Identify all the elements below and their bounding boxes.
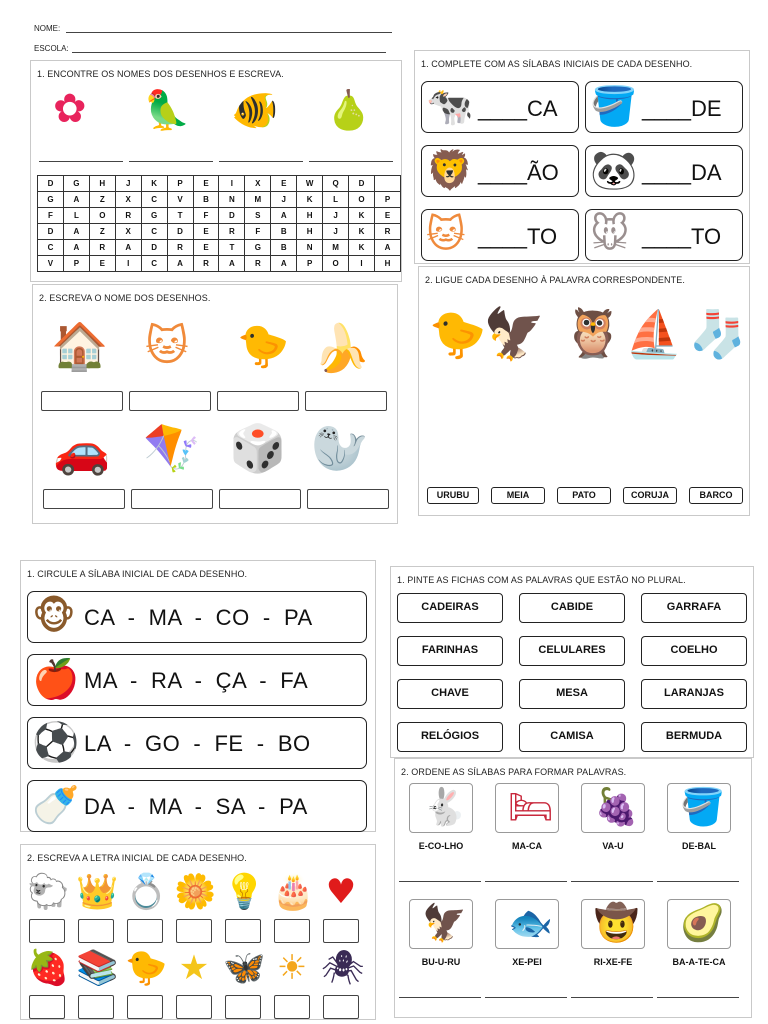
grid-cell[interactable]: B	[271, 224, 297, 240]
word-chip[interactable]: MESA	[519, 679, 625, 709]
syllable-ending: ____TO	[642, 224, 722, 249]
grid-cell[interactable]: H	[374, 256, 400, 272]
dice-icon: 🎲	[229, 421, 287, 475]
pear-icon: 🍐	[325, 88, 373, 132]
word-coruja[interactable]: CORUJA	[623, 487, 677, 504]
syllable-ending: ____ÃO	[478, 160, 559, 185]
grid-cell[interactable]: A	[115, 240, 141, 256]
answer-line[interactable]	[657, 881, 739, 882]
grid-cell[interactable]: H	[297, 208, 323, 224]
grid-cell[interactable]: J	[323, 224, 349, 240]
letter-box[interactable]	[225, 919, 261, 943]
syllable-card[interactable]	[585, 145, 743, 197]
syllable-ending: ____DA	[642, 160, 722, 185]
answer-box[interactable]	[305, 391, 387, 411]
grid-cell[interactable]: K	[349, 208, 375, 224]
panel-initial-letter	[20, 844, 376, 1020]
answer-line[interactable]	[309, 161, 393, 162]
letter-box[interactable]	[78, 995, 114, 1019]
answer-box[interactable]	[217, 391, 299, 411]
panel-title: 1. PINTE AS FICHAS COM AS PALAVRAS QUE ESTÃO NO PLURAL.	[397, 575, 686, 585]
name-line[interactable]	[66, 32, 392, 33]
flower-icon: 🌼	[174, 872, 217, 912]
answer-line[interactable]	[657, 997, 739, 998]
word-chip[interactable]: CAMISA	[519, 722, 625, 752]
grid-cell[interactable]: K	[141, 176, 167, 192]
grid-cell[interactable]: F	[38, 208, 64, 224]
word-search-grid[interactable]	[37, 175, 401, 272]
picture-frame	[581, 783, 645, 833]
letter-box[interactable]	[127, 995, 163, 1019]
picture-frame	[495, 899, 559, 949]
grid-cell[interactable]: B	[271, 240, 297, 256]
grid-cell[interactable]: I	[219, 176, 245, 192]
vulture-icon: 🦅	[422, 903, 467, 944]
ring-icon: 💍	[125, 872, 168, 912]
grid-cell[interactable]: A	[219, 256, 245, 272]
grid-cell[interactable]: A	[63, 240, 89, 256]
grid-cell[interactable]: L	[63, 208, 89, 224]
panel-title: 2. ESCREVA A LETRA INICIAL DE CADA DESENHO.	[27, 853, 247, 863]
grid-cell[interactable]: X	[115, 192, 141, 208]
grid-cell[interactable]: A	[374, 240, 400, 256]
answer-line[interactable]	[571, 881, 653, 882]
grid-cell[interactable]: P	[167, 176, 193, 192]
grid-cell[interactable]: V	[38, 256, 64, 272]
grid-cell[interactable]: G	[38, 192, 64, 208]
syllable-options[interactable]: LA - GO - FE - BO	[84, 731, 311, 756]
grid-cell[interactable]: E	[193, 176, 219, 192]
grid-cell[interactable]: D	[349, 176, 375, 192]
letter-box[interactable]	[225, 995, 261, 1019]
syllable-row	[27, 717, 367, 769]
car-icon: 🚗	[53, 423, 111, 477]
sheep-icon: 🐑	[27, 872, 70, 912]
word-chip[interactable]: RELÓGIOS	[397, 722, 503, 752]
syllable-label: DE-BAL	[682, 841, 716, 851]
syllable-row	[27, 780, 367, 832]
grid-cell[interactable]: D	[38, 224, 64, 240]
strawberry-icon: 🍓	[27, 948, 70, 988]
picture-frame	[667, 899, 731, 949]
letter-box[interactable]	[176, 995, 212, 1019]
grid-cell[interactable]: X	[115, 224, 141, 240]
answer-box[interactable]	[219, 489, 301, 509]
grid-cell[interactable]: N	[219, 192, 245, 208]
word-chip[interactable]: GARRAFA	[641, 593, 747, 623]
grid-cell[interactable]: R	[115, 208, 141, 224]
syllable-options[interactable]: MA - RA - ÇA - FA	[84, 668, 309, 693]
crown-icon: 👑	[76, 872, 119, 912]
panel-circle-syllable	[20, 560, 376, 832]
word-chip[interactable]: CHAVE	[397, 679, 503, 709]
grid-row	[38, 176, 401, 192]
grid-cell[interactable]: X	[245, 176, 271, 192]
grid-cell[interactable]: G	[245, 240, 271, 256]
grid-cell[interactable]: S	[245, 208, 271, 224]
cake-icon: 🎂	[272, 872, 315, 912]
clownfish-icon: 🐠	[231, 88, 279, 132]
panda-icon: 🐼	[590, 148, 638, 192]
syllable-card[interactable]	[585, 209, 743, 261]
butterfly-icon: 🦋	[223, 948, 266, 988]
letter-box[interactable]	[323, 919, 359, 943]
grid-cell[interactable]: H	[89, 176, 115, 192]
picture-frame	[667, 783, 731, 833]
avocado-icon: 🥑	[680, 903, 725, 944]
letter-box[interactable]	[78, 919, 114, 943]
grid-cell[interactable]: D	[167, 224, 193, 240]
grid-cell[interactable]: E	[89, 256, 115, 272]
syllable-row	[27, 654, 367, 706]
grid-cell[interactable]: F	[245, 224, 271, 240]
syllable-label: BA-A-TE-CA	[672, 957, 726, 967]
answer-line[interactable]	[571, 997, 653, 998]
panel-write-names	[32, 284, 398, 524]
answer-line[interactable]	[129, 161, 213, 162]
bed-icon: 🛏	[508, 787, 554, 828]
grid-cell[interactable]: T	[219, 240, 245, 256]
rabbit-icon: 🐇	[422, 787, 467, 828]
panel-plural-chips	[390, 566, 754, 758]
word-chip[interactable]: CADEIRAS	[397, 593, 503, 623]
grid-cell[interactable]: E	[193, 224, 219, 240]
vulture-icon: 🦅	[483, 305, 546, 363]
word-chip[interactable]: BERMUDA	[641, 722, 747, 752]
bananas-icon: 🍌	[313, 321, 371, 375]
word-meia[interactable]: MEIA	[491, 487, 545, 504]
syllable-label: RI-XE-FE	[593, 957, 633, 967]
grid-row	[38, 240, 401, 256]
sun-icon: ☀	[276, 948, 308, 988]
panel-connect-words	[418, 266, 750, 516]
grid-cell[interactable]: P	[374, 192, 400, 208]
grid-cell[interactable]	[374, 176, 400, 192]
syllable-label: BU-U-RU	[421, 957, 461, 967]
syllable-ending: ____DE	[642, 96, 722, 121]
syllable-label: VA-U	[602, 841, 624, 851]
syllable-card[interactable]	[421, 81, 579, 133]
grid-cell[interactable]: D	[38, 176, 64, 192]
grid-cell[interactable]: I	[115, 256, 141, 272]
grid-cell[interactable]: D	[219, 208, 245, 224]
grid-cell[interactable]: A	[271, 208, 297, 224]
grid-cell[interactable]: R	[89, 240, 115, 256]
fish-icon: 🐟	[508, 903, 553, 944]
letter-box[interactable]	[127, 919, 163, 943]
house-icon: 🏠	[51, 319, 109, 373]
duck-icon: 🐤	[429, 307, 487, 361]
answer-box[interactable]	[307, 489, 389, 509]
syllable-card[interactable]	[421, 145, 579, 197]
letter-box[interactable]	[274, 995, 310, 1019]
parrot-icon: 🦜	[143, 88, 191, 132]
word-chip[interactable]: COELHO	[641, 636, 747, 666]
bucket-icon: 🪣	[680, 787, 725, 828]
grid-cell[interactable]: P	[297, 256, 323, 272]
word-chip[interactable]: CELULARES	[519, 636, 625, 666]
grid-cell[interactable]: K	[349, 240, 375, 256]
grid-cell[interactable]: R	[245, 256, 271, 272]
grid-cell[interactable]: T	[167, 208, 193, 224]
name-label: NOME:	[34, 24, 61, 33]
syllable-card[interactable]	[421, 209, 579, 261]
answer-box[interactable]	[129, 391, 211, 411]
letter-box[interactable]	[29, 995, 65, 1019]
panel-title: 1. CIRCULE A SÍLABA INICIAL DE CADA DESENHO.	[27, 569, 248, 579]
panel-complete-syllables	[414, 50, 750, 264]
grid-row	[38, 224, 401, 240]
duck-icon: 🐤	[237, 321, 290, 370]
grid-row	[38, 256, 401, 272]
grid-cell[interactable]: A	[63, 192, 89, 208]
grid-cell[interactable]: M	[323, 240, 349, 256]
panel-title: 2. LIGUE CADA DESENHO À PALAVRA CORRESPONDENTE.	[425, 275, 685, 285]
syllable-card[interactable]	[585, 81, 743, 133]
grid-cell[interactable]: A	[63, 224, 89, 240]
answer-line[interactable]	[399, 997, 481, 998]
grid-cell[interactable]: R	[193, 256, 219, 272]
picture-frame	[409, 783, 473, 833]
lion-icon: 🦁	[426, 148, 474, 192]
grid-cell[interactable]: R	[167, 240, 193, 256]
grid-cell[interactable]: V	[167, 192, 193, 208]
grid-cell[interactable]: F	[193, 208, 219, 224]
grid-row	[38, 192, 401, 208]
answer-line[interactable]	[485, 881, 567, 882]
word-urubu[interactable]: URUBU	[427, 487, 479, 504]
grid-cell[interactable]: C	[141, 224, 167, 240]
syllable-label: XE-PEI	[512, 957, 542, 967]
grid-cell[interactable]: D	[141, 240, 167, 256]
sock-icon: 🧦	[689, 307, 747, 361]
grid-cell[interactable]: P	[63, 256, 89, 272]
grid-cell[interactable]: I	[349, 256, 375, 272]
letter-box[interactable]	[176, 919, 212, 943]
cat-icon: 🐱	[145, 321, 189, 370]
grid-cell[interactable]: L	[323, 192, 349, 208]
pacifier-icon: 🍼	[32, 783, 80, 827]
syllable-ending: ____CA	[478, 96, 558, 121]
kite-icon: 🪁	[143, 421, 201, 475]
grid-cell[interactable]: O	[349, 192, 375, 208]
grid-cell[interactable]: O	[323, 256, 349, 272]
grid-cell[interactable]: G	[63, 176, 89, 192]
syllable-row	[27, 591, 367, 643]
answer-line[interactable]	[39, 161, 123, 162]
owl-icon: 🦉	[563, 305, 623, 361]
seal-icon: 🦭	[311, 421, 369, 475]
grid-cell[interactable]: K	[297, 192, 323, 208]
grid-cell[interactable]: M	[245, 192, 271, 208]
answer-box[interactable]	[43, 489, 125, 509]
panel-title: 1. COMPLETE COM AS SÍLABAS INICIAIS DE CADA DESENHO.	[421, 59, 693, 69]
panel-title: 2. ORDENE AS SÍLABAS PARA FORMAR PALAVRAS.	[401, 767, 627, 777]
word-pato[interactable]: PATO	[557, 487, 611, 504]
grid-cell[interactable]: R	[374, 224, 400, 240]
syllable-ending: ____TO	[478, 224, 558, 249]
cow-icon: 🐄	[426, 84, 474, 128]
grid-cell[interactable]: R	[219, 224, 245, 240]
panel-title: 1. ENCONTRE OS NOMES DOS DESENHOS E ESCREVA.	[37, 69, 284, 79]
syllable-options[interactable]: CA - MA - CO - PA	[84, 605, 313, 630]
spider-icon: 🕷	[321, 948, 365, 988]
school-label: ESCOLA:	[34, 44, 69, 53]
grid-cell[interactable]: C	[38, 240, 64, 256]
answer-box[interactable]	[41, 391, 123, 411]
grid-cell[interactable]: H	[297, 224, 323, 240]
word-barco[interactable]: BARCO	[689, 487, 743, 504]
monkey-icon: 🐵	[32, 594, 76, 638]
word-chip[interactable]: FARINHAS	[397, 636, 503, 666]
grid-cell[interactable]: Q	[323, 176, 349, 192]
grid-cell[interactable]: J	[323, 208, 349, 224]
grid-cell[interactable]: A	[271, 256, 297, 272]
hibiscus-icon: ✿	[53, 86, 87, 132]
cat-icon: 🐱	[426, 212, 466, 256]
soccer-ball-icon: ⚽	[32, 720, 80, 764]
syllable-options[interactable]: DA - MA - SA - PA	[84, 794, 308, 819]
grid-cell[interactable]: E	[374, 208, 400, 224]
grid-cell[interactable]: W	[297, 176, 323, 192]
grid-cell[interactable]: C	[141, 192, 167, 208]
letter-box[interactable]	[274, 919, 310, 943]
mouse-icon: 🐭	[590, 212, 630, 256]
grid-cell[interactable]: J	[271, 192, 297, 208]
panel-title: 2. ESCREVA O NOME DOS DESENHOS.	[39, 293, 211, 303]
grid-row	[38, 208, 401, 224]
grid-cell[interactable]: K	[349, 224, 375, 240]
grid-cell[interactable]: B	[193, 192, 219, 208]
answer-line[interactable]	[485, 997, 567, 998]
grid-cell[interactable]: J	[115, 176, 141, 192]
grid-cell[interactable]: Z	[89, 192, 115, 208]
grid-cell[interactable]: Z	[89, 224, 115, 240]
grapes-icon: 🍇	[594, 787, 639, 828]
letter-box[interactable]	[29, 919, 65, 943]
sailboat-icon: ⛵	[625, 307, 683, 361]
school-line[interactable]	[72, 52, 386, 53]
syllable-label: E-CO-LHO	[418, 841, 464, 851]
answer-line[interactable]	[219, 161, 303, 162]
books-icon: 📚	[76, 948, 119, 988]
bucket-icon: 🪣	[590, 84, 638, 128]
picture-frame	[495, 783, 559, 833]
picture-frame	[409, 899, 473, 949]
duck-icon: 🐤	[125, 948, 168, 988]
syllable-label: MA-CA	[512, 841, 542, 851]
panel-word-search	[30, 60, 402, 282]
cowboy-icon: 🤠	[594, 903, 639, 944]
grid-cell[interactable]: N	[297, 240, 323, 256]
answer-line[interactable]	[399, 881, 481, 882]
star-icon: ★	[178, 948, 210, 988]
grid-cell[interactable]: E	[193, 240, 219, 256]
letter-box[interactable]	[323, 995, 359, 1019]
heart-icon: ♥	[325, 872, 357, 912]
grid-cell[interactable]: E	[271, 176, 297, 192]
word-chip[interactable]: CABIDE	[519, 593, 625, 623]
lightbulb-icon: 💡	[223, 872, 266, 912]
grid-cell[interactable]: G	[141, 208, 167, 224]
picture-frame	[581, 899, 645, 949]
word-chip[interactable]: LARANJAS	[641, 679, 747, 709]
grid-cell[interactable]: O	[89, 208, 115, 224]
panel-order-syllables	[394, 758, 752, 1018]
apple-icon: 🍎	[32, 657, 80, 701]
grid-cell[interactable]: A	[167, 256, 193, 272]
answer-box[interactable]	[131, 489, 213, 509]
grid-cell[interactable]: C	[141, 256, 167, 272]
